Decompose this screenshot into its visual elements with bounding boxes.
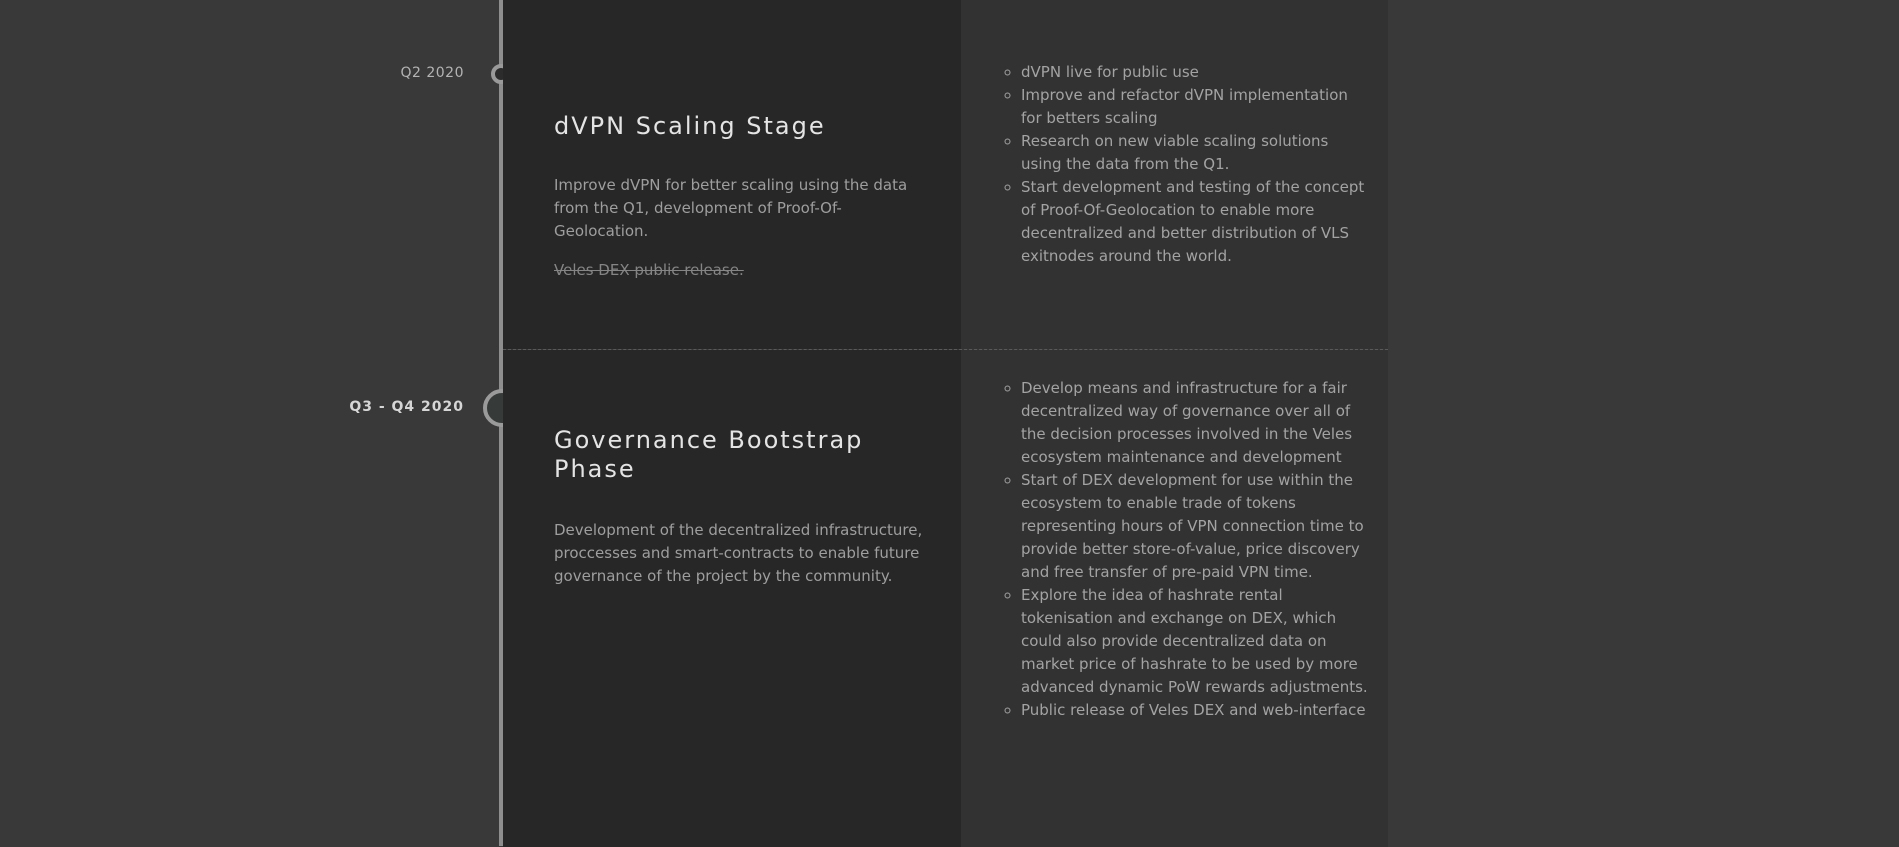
- phase-summary: [503, 0, 961, 349]
- goal-item: ◦ Improve and refactor dVPN implementation for betters scaling: [1021, 84, 1371, 130]
- phase-goals: [961, 0, 1388, 349]
- cancelled-item: Veles DEX public release.: [554, 261, 744, 279]
- phase-description: Improve dVPN for better scaling using the data from the Q1, development of Proof-Of-Geolocation.: [554, 176, 908, 240]
- roadmap-section-dvpn-scaling: [503, 0, 1388, 349]
- phase-title: dVPN Scaling Stage: [554, 112, 826, 140]
- goal-item: ◦ Develop means and infrastructure for a fair decentralized way of governance over all of the decision processes involved in the Veles ecosystem maintenance and development: [1021, 377, 1371, 469]
- timeline-date-q2-2020: Q2 2020: [400, 65, 464, 81]
- phase-title: Governance Bootstrap Phase: [554, 426, 864, 483]
- goal-item: ◦ dVPN live for public use: [1021, 61, 1371, 84]
- goals-list: [982, 61, 1371, 268]
- phase-goals: [961, 350, 1388, 847]
- goals-list: [982, 377, 1371, 722]
- timeline-date-q3-q4-2020: Q3 - Q4 2020: [349, 399, 464, 415]
- goal-item: ◦ Start of DEX development for use within the ecosystem to enable trade of tokens representing hours of VPN connection time to provide better store-of-value, price discovery and free transfer of pre-paid VPN time.: [1021, 469, 1371, 584]
- goal-item: ◦ Explore the idea of hashrate rental tokenisation and exchange on DEX, which could also provide decentralized data on market price of hashrate to be used by more advanced dynamic PoW rewards adjustments.: [1021, 584, 1371, 699]
- goal-item: ◦ Public release of Veles DEX and web-interface: [1021, 699, 1371, 722]
- goal-item: ◦ Start development and testing of the concept of Proof-Of-Geolocation to enable more decentralized and better distribution of VLS exitnodes around the world.: [1021, 176, 1371, 268]
- roadmap-section-governance-bootstrap: [503, 349, 1388, 847]
- phase-summary: [503, 350, 961, 847]
- phase-description: Development of the decentralized infrastructure, proccesses and smart-contracts to enable future governance of the project by the community.: [554, 521, 923, 585]
- goal-item: ◦ Research on new viable scaling solutions using the data from the Q1.: [1021, 130, 1371, 176]
